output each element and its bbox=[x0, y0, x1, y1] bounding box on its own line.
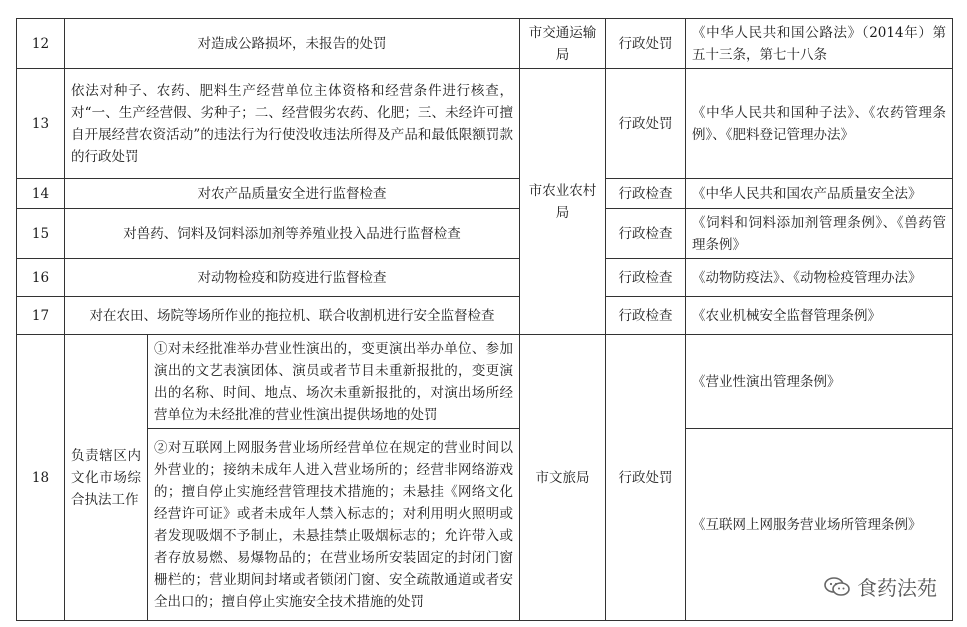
item-cell: 对造成公路损坏，未报告的处罚 bbox=[65, 19, 520, 69]
watermark bbox=[823, 572, 937, 601]
type-cell: 行政处罚 bbox=[606, 335, 686, 621]
row-number: 14 bbox=[17, 179, 65, 209]
sub-item-cell: ②对互联网上网服务营业场所经营单位在规定的营业时间以外营业的；接纳未成年人进入营业场所的；经营非网络游戏的；擅自停止实施经营管理技术措施的；未悬挂《网络文化经营许可证》或者未成年人禁入标志的；对利用明火照明或者发现吸烟不予制止，未悬挂禁止吸烟标志的；允许带入或者存放易燃、易爆物品的；在营业场所安装固定的封闭门窗栅栏的；营业期间封堵或者锁闭门窗、安全疏散通道或者安全出口的；擅自停止实施安全技术措施的处罚 bbox=[148, 429, 520, 621]
table-row bbox=[17, 19, 953, 69]
table-row bbox=[17, 297, 953, 335]
type-cell: 行政处罚 bbox=[606, 19, 686, 69]
table-row bbox=[17, 209, 953, 259]
row-number: 13 bbox=[17, 69, 65, 179]
basis-cell: 《中华人民共和国种子法》、《农药管理条例》、《肥料登记管理办法》 bbox=[686, 69, 953, 179]
basis-cell: 《营业性演出管理条例》 bbox=[686, 335, 953, 429]
table-row bbox=[17, 335, 953, 429]
basis-cell: 《中华人民共和国农产品质量安全法》 bbox=[686, 179, 953, 209]
item-cell: 依法对种子、农药、肥料生产经营单位主体资格和经营条件进行核查，对“一、生产经营假、劣种子；二、经营假劣农药、化肥；三、未经许可擅自开展经营农资活动”的违法行为行使没收违法所得及产品和最低限额罚款的行政处罚 bbox=[65, 69, 520, 179]
dept-cell: 市农业农村局 bbox=[520, 69, 606, 335]
item-cell: 对在农田、场院等场所作业的拖拉机、联合收割机进行安全监督检查 bbox=[65, 297, 520, 335]
item-cell: 对动物检疫和防疫进行监督检查 bbox=[65, 259, 520, 297]
item-cell: 负责辖区内文化市场综合执法工作 bbox=[65, 335, 148, 621]
row-number: 12 bbox=[17, 19, 65, 69]
watermark-text: 食药法苑 bbox=[857, 576, 937, 600]
row-number: 18 bbox=[17, 335, 65, 621]
item-cell: 对农产品质量安全进行监督检查 bbox=[65, 179, 520, 209]
wechat-icon bbox=[823, 576, 851, 598]
type-cell: 行政处罚 bbox=[606, 69, 686, 179]
row-number: 16 bbox=[17, 259, 65, 297]
basis-cell: 《动物防疫法》、《动物检疫管理办法》 bbox=[686, 259, 953, 297]
dept-cell: 市文旅局 bbox=[520, 335, 606, 621]
row-number: 17 bbox=[17, 297, 65, 335]
basis-cell: 《中华人民共和国公路法》（2014年）第五十三条，第七十八条 bbox=[686, 19, 953, 69]
item-cell: 对兽药、饲料及饲料添加剂等养殖业投入品进行监督检查 bbox=[65, 209, 520, 259]
sub-item-cell: ①对未经批准举办营业性演出的，变更演出举办单位、参加演出的文艺表演团体、演员或者节目未重新报批的，变更演出的名称、时间、地点、场次未重新报批的，对演出场所经营单位为未经批准的营业性演出提供场地的处罚 bbox=[148, 335, 520, 429]
type-cell: 行政检查 bbox=[606, 209, 686, 259]
row-number: 15 bbox=[17, 209, 65, 259]
basis-cell: 《饲料和饲料添加剂管理条例》、《兽药管理条例》 bbox=[686, 209, 953, 259]
type-cell: 行政检查 bbox=[606, 297, 686, 335]
table-row bbox=[17, 69, 953, 179]
dept-cell: 市交通运输局 bbox=[520, 19, 606, 69]
table-row bbox=[17, 429, 953, 621]
table-row bbox=[17, 179, 953, 209]
table-row bbox=[17, 259, 953, 297]
basis-cell: 《互联网上网服务营业场所管理条例》 bbox=[686, 429, 953, 621]
regulation-table bbox=[16, 18, 953, 621]
type-cell: 行政检查 bbox=[606, 179, 686, 209]
basis-cell: 《农业机械安全监督管理条例》 bbox=[686, 297, 953, 335]
type-cell: 行政检查 bbox=[606, 259, 686, 297]
